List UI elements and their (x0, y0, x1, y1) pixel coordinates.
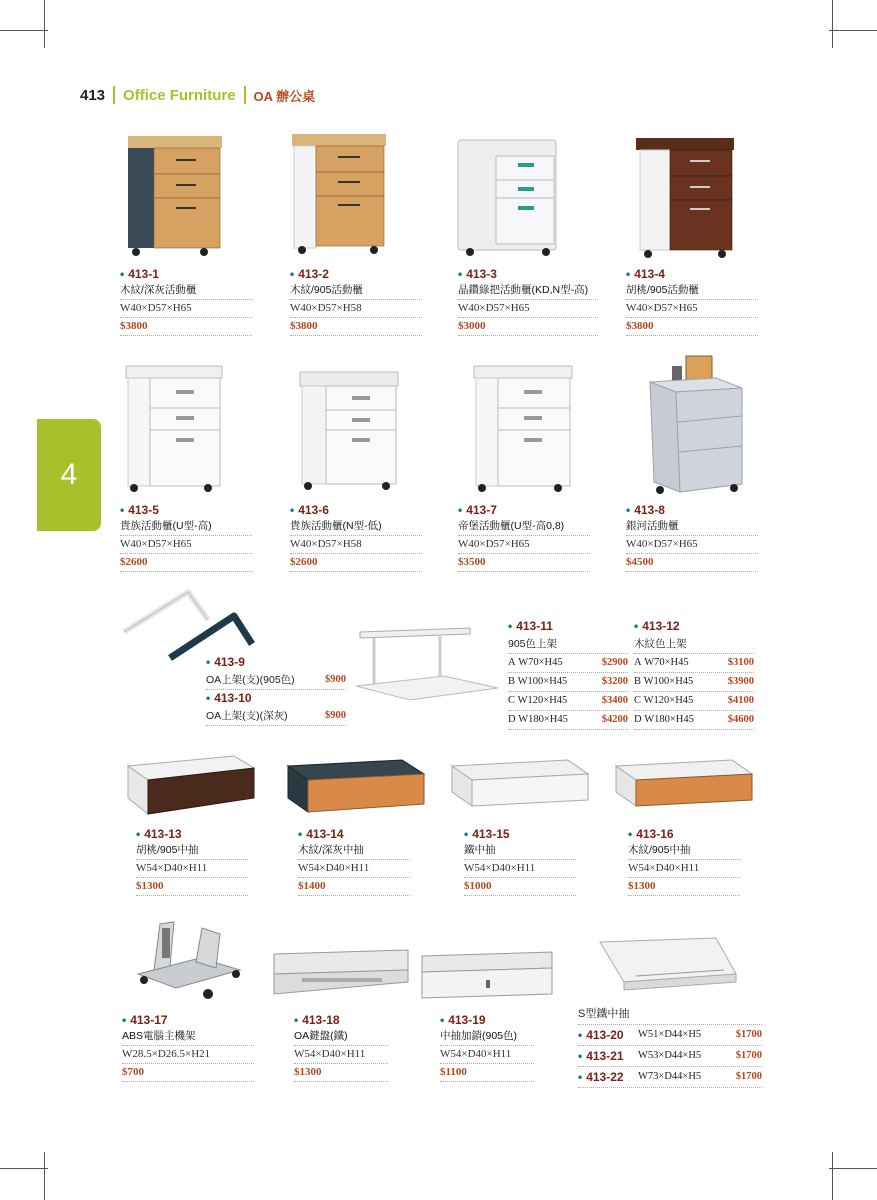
product-name: 銀河活動櫃 (626, 518, 758, 536)
product-code: • 413-21 (578, 1046, 638, 1066)
crop-mark (44, 1152, 45, 1200)
s-drawer-title: S型鐵中抽 (578, 1004, 762, 1025)
product-413-14 (298, 826, 410, 896)
drawer-413-16-image (612, 756, 754, 812)
crop-mark (0, 1168, 48, 1169)
product-name: 木紋/深灰活動櫃 (120, 282, 252, 300)
product-code: • 413-5 (120, 502, 252, 518)
size-price: $4200 (601, 714, 628, 725)
product-name: 中抽加鎖(905色) (440, 1028, 534, 1046)
product-413-17 (122, 1012, 254, 1082)
crop-mark (0, 30, 48, 31)
cabinet-413-4-image (634, 136, 736, 260)
cpu-stand-image (130, 914, 246, 1004)
product-code: • 413-3 (458, 266, 598, 282)
size-price: $3200 (601, 676, 628, 687)
product-dimensions: W40×D57×H58 (290, 300, 422, 318)
product-code: • 413-14 (298, 826, 410, 842)
product-name: 木紋/905活動櫃 (290, 282, 422, 300)
s-drawer-row (578, 1067, 762, 1088)
cabinet-413-8-image (646, 352, 746, 498)
size-price: $4100 (727, 695, 754, 706)
cabinet-413-1-image (124, 132, 224, 258)
product-code: • 413-15 (464, 826, 576, 842)
product-price: $3000 (458, 318, 598, 336)
product-code: • 413-7 (458, 502, 590, 518)
product-price: $2600 (120, 554, 252, 572)
product-dimensions: W40×D57×H65 (120, 300, 252, 318)
product-code: • 413-12 (634, 618, 754, 635)
product-price: $2600 (290, 554, 422, 572)
product-price: $700 (122, 1064, 254, 1082)
size-price: $2900 (601, 657, 628, 668)
product-price: $4500 (626, 554, 758, 572)
product-dimensions: W54×D40×H11 (298, 860, 410, 878)
size-price: $3900 (727, 676, 754, 687)
product-name: 貴族活動櫃(N型-低) (290, 518, 422, 536)
size-letter: B (508, 676, 516, 687)
shelf-table-413-12 (634, 618, 754, 730)
product-name: 胡桃/905中抽 (136, 842, 248, 860)
s-drawer-row (578, 1046, 762, 1067)
product-name: OA上架(支)(深灰) (206, 710, 288, 722)
subsection-title: OA 辦公桌 (253, 88, 316, 104)
drawer-413-15-image (448, 756, 590, 812)
product-code: • 413-2 (290, 266, 422, 282)
size-row (508, 692, 628, 711)
product-code: • 413-9 (206, 654, 346, 671)
product-code: • 413-4 (626, 266, 758, 282)
product-name: 905色上架 (508, 635, 628, 654)
product-413-13 (136, 826, 248, 896)
product-413-18 (294, 1012, 388, 1082)
size-row (508, 711, 628, 730)
product-dimensions: W40×D57×H65 (626, 536, 758, 554)
size-dim: W70×H45 (518, 657, 563, 668)
product-dimensions: W54×D40×H11 (136, 860, 248, 878)
product-dimensions: W40×D57×H65 (458, 536, 590, 554)
product-price: $1400 (298, 878, 410, 896)
product-price: $3800 (120, 318, 252, 336)
product-dimensions: W54×D40×H11 (464, 860, 576, 878)
crop-mark (832, 1152, 833, 1200)
product-price: $3800 (626, 318, 758, 336)
lock-drawer-image (420, 950, 554, 1004)
cabinet-413-5-image (124, 364, 224, 494)
product-price: $1100 (440, 1064, 534, 1082)
cabinet-413-3-image (456, 136, 560, 260)
product-dimensions: W51×D44×H5 (638, 1029, 702, 1040)
size-row (634, 711, 754, 730)
product-name: 貴族活動櫃(U型-高) (120, 518, 252, 536)
size-letter: B (634, 676, 642, 687)
product-price: $900 (325, 710, 346, 721)
product-code: • 413-11 (508, 618, 628, 635)
product-price: $3500 (458, 554, 590, 572)
product-dimensions: W73×D44×H5 (638, 1071, 702, 1082)
product-dimensions: W40×D57×H65 (626, 300, 758, 318)
size-letter: C (508, 695, 516, 706)
size-dim: W120×H45 (643, 695, 694, 706)
cabinet-413-2-image (290, 132, 390, 258)
size-dim: W100×H45 (643, 676, 694, 687)
drawer-413-14-image (284, 756, 426, 818)
product-code: • 413-19 (440, 1012, 534, 1028)
product-name: 木紋色上架 (634, 635, 754, 654)
product-price: $3800 (290, 318, 422, 336)
size-row (508, 654, 628, 673)
product-code: • 413-16 (628, 826, 740, 842)
product-name: 鐵中抽 (464, 842, 576, 860)
size-letter: C (634, 695, 642, 706)
product-413-4 (626, 266, 758, 336)
drawer-413-13-image (124, 752, 260, 822)
divider (244, 86, 246, 104)
shelf-image (354, 624, 502, 704)
product-code: • 413-17 (122, 1012, 254, 1028)
product-413-5 (120, 502, 252, 572)
product-413-6 (290, 502, 422, 572)
product-dimensions: W28.5×D26.5×H21 (122, 1046, 254, 1064)
s-drawer-row (578, 1025, 762, 1046)
size-dim: W180×H45 (644, 714, 694, 725)
product-price: $1000 (464, 878, 576, 896)
product-row (206, 707, 346, 726)
product-price: $900 (325, 674, 346, 685)
product-dimensions: W40×D57×H65 (458, 300, 598, 318)
size-letter: D (508, 714, 516, 725)
product-price: $1300 (136, 878, 248, 896)
product-413-7 (458, 502, 590, 572)
product-name: ABS電腦主機架 (122, 1028, 254, 1046)
chapter-tab: 4 (37, 419, 101, 531)
product-row (206, 671, 346, 690)
product-413-3 (458, 266, 598, 336)
product-dimensions: W54×D40×H11 (294, 1046, 388, 1064)
product-price: $1300 (628, 878, 740, 896)
product-name: 木紋/深灰中抽 (298, 842, 410, 860)
product-code: • 413-22 (578, 1067, 638, 1087)
product-code: • 413-8 (626, 502, 758, 518)
size-dim: W70×H45 (644, 657, 689, 668)
product-price: $1700 (735, 1071, 762, 1082)
size-dim: W120×H45 (517, 695, 568, 706)
product-413-19 (440, 1012, 534, 1082)
size-row (634, 692, 754, 711)
product-dimensions: W54×D40×H11 (440, 1046, 534, 1064)
product-413-15 (464, 826, 576, 896)
section-title: Office Furniture (123, 86, 236, 104)
page-header (80, 84, 315, 106)
product-name: 晶鑽綠把活動櫃(KD,N型-高) (458, 282, 598, 300)
product-name: OA上架(支)(905色) (206, 674, 295, 686)
product-413-16 (628, 826, 740, 896)
crop-mark (832, 0, 833, 48)
product-code: • 413-20 (578, 1025, 638, 1045)
product-price: $1300 (294, 1064, 388, 1082)
product-dimensions: W40×D57×H65 (120, 536, 252, 554)
size-price: $3100 (727, 657, 754, 668)
crop-mark (829, 1168, 877, 1169)
shelf-support-list (206, 654, 346, 726)
product-code: • 413-13 (136, 826, 248, 842)
product-code: • 413-10 (206, 690, 346, 707)
product-413-8 (626, 502, 758, 572)
product-name: 胡桃/905活動櫃 (626, 282, 758, 300)
size-dim: W180×H45 (518, 714, 568, 725)
size-letter: D (634, 714, 642, 725)
product-code: • 413-18 (294, 1012, 388, 1028)
product-dimensions: W54×D40×H11 (628, 860, 740, 878)
size-row (634, 673, 754, 692)
cabinet-413-7-image (472, 364, 574, 494)
keyboard-tray-image (272, 948, 410, 1000)
product-dimensions: W53×D44×H5 (638, 1050, 702, 1061)
product-name: 帝堡活動櫃(U型-高0,8) (458, 518, 590, 536)
shelf-table-413-11 (508, 618, 628, 730)
crop-mark (44, 0, 45, 48)
size-row (508, 673, 628, 692)
size-row (634, 654, 754, 673)
size-letter: A (634, 657, 642, 668)
product-dimensions: W40×D57×H58 (290, 536, 422, 554)
s-drawer-image (596, 934, 740, 998)
product-price: $1700 (735, 1050, 762, 1061)
size-letter: A (508, 657, 516, 668)
cabinet-413-6-image (298, 370, 400, 492)
product-name: 木紋/905中抽 (628, 842, 740, 860)
product-name: OA鍵盤(鐵) (294, 1028, 388, 1046)
s-drawer-list (578, 1004, 762, 1088)
product-413-2 (290, 266, 422, 336)
product-price: $1700 (735, 1029, 762, 1040)
crop-mark (829, 30, 877, 31)
product-413-1 (120, 266, 252, 336)
product-code: • 413-6 (290, 502, 422, 518)
size-dim: W100×H45 (517, 676, 568, 687)
product-code: • 413-1 (120, 266, 252, 282)
divider (113, 86, 115, 104)
page-number: 413 (80, 86, 106, 104)
size-price: $4600 (727, 714, 754, 725)
size-price: $3400 (601, 695, 628, 706)
